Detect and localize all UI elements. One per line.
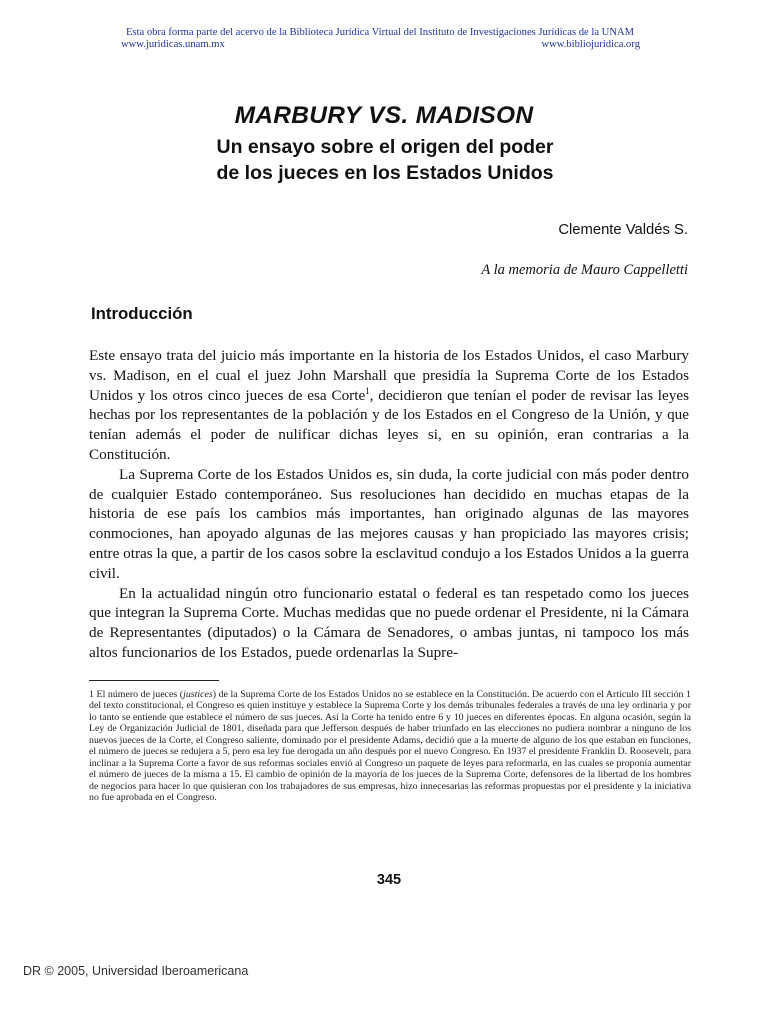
footnote-reference[interactable]: 1 [365, 385, 370, 396]
footnote-term: justices [183, 689, 213, 700]
page-number: 345 [376, 872, 402, 888]
article-author: Clemente Valdés S. [558, 222, 688, 238]
section-heading: Introducción [91, 304, 193, 323]
footnote-text-b: ) de la Suprema Corte de los Estados Unidos no se establece en la Constitución. De acuerdo con el Artículo III sección 1 del texto constitucional, el Congreso es quien instituye y establece la Suprema Corte y los demás tribunales federales a través de una ley ordinaria y por lo tanto se entiende que establece el número de sus jueces. Así la Corte ha tenido entre 6 y 10 jueces en diferentes épocas. En alguna ocasión, según la Ley de Organización Judicial de 1801, diseñada para que Jefferson después de haber triunfado en las elecciones no pudiera nombrar a ninguno de los nuevos jueces de la Corte, el Congreso saliente, dominado por el presidente Adams, decidió que a la muerte de alguno de los que estaban en funciones, el número de jueces se redujera a 5, pero esa ley fue derogada un año después por el nuevo Congreso. En 1937 el presidente Franklin D. Roosevelt, para inclinar a la Suprema Corte a favor de sus reformas sociales envió al Congreso un paquete de leyes para reformarla, en las cuales se proponía aumentar el número de jueces de la misma a 15. El cambio de opinión de la mayoría de los jueces de la Suprema Corte, defensores de la libertad de los hombres de negocios para hacer lo que quisieran con los trabajadores de sus empresas, hizo innecesarias las reformas propuestas por el presidente y la iniciativa no fue aprobada en el Congreso. [89, 689, 691, 804]
paragraph-1-text-b: , decidieron que tenían el poder de revisar las leyes hechas por los representantes de la población y de los Estados en el Congreso de la Unión, y que tenían además el poder de nulificar dichas leyes si, en su opinión, eran contrarias a la Constitución. [89, 386, 689, 463]
paragraph-1 [89, 346, 689, 465]
link-juridicas[interactable]: www.juridicas.unam.mx [121, 39, 225, 50]
dedication: A la memoria de Mauro Cappelletti [481, 262, 688, 278]
footnote-divider [89, 680, 219, 681]
header-links [60, 39, 700, 53]
paragraph-1-text-a: Este ensayo trata del juicio más importante en la historia de los Estados Unidos, el caso Marbury vs. Madison, en el cual el juez John Marshall que presidía la Suprema Corte de los Estados Unidos y los otros cinco jueces de esa Corte [89, 347, 689, 404]
article-title: MARBURY VS. MADISON [234, 102, 534, 129]
paragraph-2: La Suprema Corte de los Estados Unidos es, sin duda, la corte judicial con más poder dentro de cualquier Estado contemporáneo. Sus resoluciones han decidido en muchas etapas de la historia de ese país los cambios más importantes, han originado algunas de las mayores conmociones, han apoyado algunas de las mejores causas y han propiciado las mayores crisis; entre otras la que, a partir de los casos sobre la esclavitud condujo a los Estados Unidos a la guerra civil. [89, 465, 689, 582]
footnote [89, 689, 691, 804]
footnote-1 [89, 689, 691, 804]
subtitle-line-1: Un ensayo sobre el origen del poder [216, 136, 554, 158]
paragraph-3: En la actualidad ningún otro funcionario estatal o federal es tan respetado como los jueces que integran la Suprema Corte. Muchas medidas que no puede ordenar el Presidente, ni la Cámara de Representantes (diputados) o la Cámara de Senadores, o ambas juntas, ni tampoco los más altos funcionarios de los Estados, puede ordenarlas la Supre- [89, 584, 689, 661]
footnote-text-a: El número de jueces ( [96, 689, 184, 700]
article-subtitle [0, 134, 768, 186]
repository-notice: Esta obra forma parte del acervo de la Biblioteca Jurídica Virtual del Instituto de Investigaciones Jurídicas de la UNAM [125, 27, 635, 38]
footnote-mark: 1 [89, 689, 94, 700]
repository-header [60, 27, 700, 53]
copyright-notice: DR © 2005, Universidad Iberoamericana [23, 964, 249, 978]
body-text [89, 346, 689, 663]
subtitle-line-2: de los jueces en los Estados Unidos [216, 162, 554, 184]
link-bibliojuridica[interactable]: www.bibliojuridica.org [541, 39, 640, 50]
